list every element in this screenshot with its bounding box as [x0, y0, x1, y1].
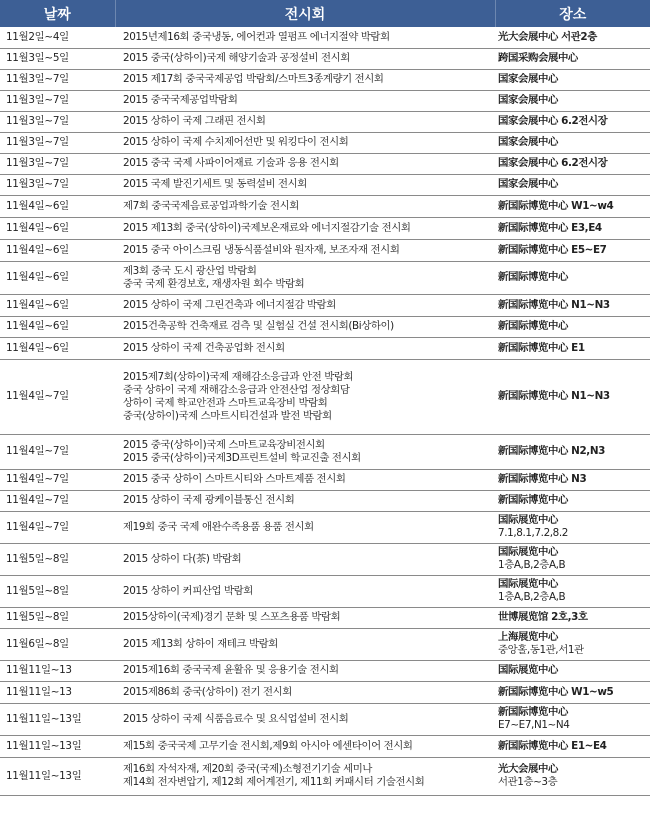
venue-cell: [495, 490, 650, 511]
table-row: [0, 153, 650, 174]
date-cell: 11월11일~13: [0, 660, 115, 681]
exhibition-cell: [115, 27, 495, 48]
exhibition-cell: [115, 90, 495, 111]
venue-name: 新国际博览中心 E5~E7: [498, 243, 607, 256]
venue-cell: [495, 575, 650, 607]
venue-cell: [495, 681, 650, 703]
venue-name: 新国际博览中心: [498, 271, 568, 283]
venue-hall: 1층A,B,2층A,B: [498, 559, 566, 571]
date-cell: 11월3일~7일: [0, 90, 115, 111]
venue-cell: [495, 703, 650, 735]
table-row: [0, 174, 650, 195]
venue-name: 新国际博览中心 N3: [498, 473, 587, 485]
exhibition-name: 상하이 국제 학교안전과 스마트교육장비 박람회: [123, 396, 328, 409]
table-row: [0, 261, 650, 294]
venue-hall: 1층A,B,2층A,B: [498, 591, 566, 603]
exhibition-name: 2015 제13회 상하이 재테크 박람회: [123, 637, 278, 650]
exhibition-name: 중국(상하이)국제 스마트시티건설과 발전 박람회: [123, 409, 332, 422]
venue-name: 新国际博览中心 E1: [498, 341, 585, 354]
exhibition-name: 2015년제16회 중국냉동, 에어컨과 열펌프 에너지절약 박람회: [123, 30, 390, 43]
date-cell: 11월4일~6일: [0, 294, 115, 316]
table-row: [0, 735, 650, 757]
table-row: [0, 316, 650, 337]
venue-name: 国际展览中心: [498, 546, 558, 558]
venue-cell: [495, 316, 650, 337]
date-cell: 11월11일~13일: [0, 757, 115, 795]
exhibition-name: 2015 국제 발진기세트 및 동력설비 전시회: [123, 178, 307, 190]
exhibition-cell: [115, 359, 495, 434]
venue-cell: [495, 217, 650, 239]
venue-cell: [495, 337, 650, 359]
date-cell: 11월4일~6일: [0, 195, 115, 217]
exhibition-name: 제15회 중국국제 고무기술 전시회,제9회 아시아 에센타이어 전시회: [123, 739, 413, 752]
date-cell: 11월5일~8일: [0, 607, 115, 628]
date-cell: 11월2일~4일: [0, 27, 115, 48]
venue-name: 国家会展中心 6.2전시장: [498, 115, 608, 127]
exhibition-cell: [115, 316, 495, 337]
exhibition-cell: [115, 195, 495, 217]
venue-name: 国际展览中心: [498, 664, 558, 676]
exhibition-name: 2015 상하이 국제 식품음료수 및 요식업설비 전시회: [123, 712, 349, 725]
venue-name: 新国际博览中心 E3,E4: [498, 221, 602, 234]
exhibition-cell: [115, 660, 495, 681]
exhibition-name: 제16회 자석자재, 제20회 중국(국제)소형전기기술 세미나: [123, 763, 373, 775]
date-cell: 11월11일~13: [0, 681, 115, 703]
date-column-header: 날짜: [0, 0, 115, 27]
table-row: [0, 703, 650, 735]
venue-cell: [495, 511, 650, 543]
date-cell: 11월4일~7일: [0, 434, 115, 469]
venue-name: 光大会展中心: [498, 763, 558, 775]
exhibition-name: 2015제16회 중국국제 윤활유 및 응용기술 전시회: [123, 664, 339, 676]
exhibition-cell: [115, 261, 495, 294]
date-cell: 11월4일~7일: [0, 511, 115, 543]
exhibition-name: 2015 중국국제공업박람회: [123, 94, 238, 106]
venue-name: 新国际博览中心: [498, 320, 568, 332]
exhibition-name: 2015 상하이 국제 건축공업화 전시회: [123, 341, 285, 354]
date-cell: 11월3일~7일: [0, 111, 115, 132]
venue-name: 国际展览中心: [498, 514, 558, 526]
venue-cell: [495, 469, 650, 490]
table-row: [0, 434, 650, 469]
date-cell: 11월3일~7일: [0, 132, 115, 153]
venue-cell: [495, 27, 650, 48]
venue-cell: [495, 434, 650, 469]
exhibition-cell: [115, 239, 495, 261]
exhibition-name: 2015 중국 아이스크림 냉동식품설비와 원자재, 보조자재 전시회: [123, 243, 400, 256]
exhibition-cell: [115, 469, 495, 490]
exhibition-cell: [115, 490, 495, 511]
exhibition-name: 2015 중국(상하이)국제 해양기술과 공정설비 전시회: [123, 52, 350, 64]
venue-cell: [495, 607, 650, 628]
exhibition-name: 2015 중국(상하이)국제 스마트교육장비전시회: [123, 438, 325, 451]
table-row: [0, 681, 650, 703]
table-row: [0, 48, 650, 69]
venue-name: 新国际博览中心 E1~E4: [498, 739, 607, 752]
exhibition-name: 2015 상하이 국제 그린건축과 에너지절감 박람회: [123, 298, 336, 311]
date-cell: 11월4일~7일: [0, 469, 115, 490]
venue-hall: 서관1층~3층: [498, 776, 558, 788]
table-row: [0, 90, 650, 111]
exhibition-cell: [115, 628, 495, 660]
venue-cell: [495, 111, 650, 132]
table-row: [0, 69, 650, 90]
venue-name: 国家会展中心: [498, 94, 558, 106]
exhibition-name: 중국 국제 환경보호, 재생자원 회수 박람회: [123, 277, 305, 290]
venue-cell: [495, 543, 650, 575]
venue-cell: [495, 735, 650, 757]
venue-name: 跨国采购会展中心: [498, 52, 578, 64]
table-row: [0, 469, 650, 490]
table-row: [0, 359, 650, 434]
table-row: [0, 111, 650, 132]
exhibition-cell: [115, 294, 495, 316]
venue-cell: [495, 153, 650, 174]
exhibition-cell: [115, 703, 495, 735]
exhibition-cell: [115, 337, 495, 359]
venue-hall: 중앙홀,동1관,서1관: [498, 644, 584, 656]
exhibition-cell: [115, 69, 495, 90]
date-cell: 11월6일~8일: [0, 628, 115, 660]
table-row: [0, 660, 650, 681]
exhibition-name: 제19회 중국 국제 애완수족용품 용품 전시회: [123, 520, 314, 533]
exhibition-name: 2015 제13회 중국(상하이)국제보온재료와 에너지절감기술 전시회: [123, 221, 411, 234]
table-body: [0, 27, 650, 795]
venue-name: 国家会展中心: [498, 178, 558, 190]
date-cell: 11월4일~7일: [0, 490, 115, 511]
exhibition-cell: [115, 735, 495, 757]
exhibition-name: 2015 상하이 다(茶) 박람회: [123, 552, 242, 565]
exhibition-name: 2015 상하이 국제 수치제어선반 및 워킹다이 전시회: [123, 136, 349, 148]
exhibition-name: 2015 중국 국제 사파이어재료 기술과 응용 전시회: [123, 157, 339, 169]
exhibition-cell: [115, 217, 495, 239]
exhibition-cell: [115, 48, 495, 69]
exhibition-cell: [115, 434, 495, 469]
table-row: [0, 27, 650, 48]
table-row: [0, 628, 650, 660]
venue-cell: [495, 294, 650, 316]
venue-cell: [495, 174, 650, 195]
exhibition-cell: [115, 757, 495, 795]
date-cell: 11월4일~6일: [0, 217, 115, 239]
exhibition-cell: [115, 132, 495, 153]
venue-name: 国际展览中心: [498, 578, 558, 590]
venue-name: 新国际博览中心 N1~N3: [498, 298, 610, 311]
exhibition-name: 2015제7회(상하이)국제 재해감소응급과 안전 박람회: [123, 370, 354, 383]
venue-cell: [495, 261, 650, 294]
exhibition-name: 제14회 전자변압기, 제12회 제어계전기, 제11회 커패시터 기술전시회: [123, 776, 425, 788]
date-cell: 11월4일~6일: [0, 239, 115, 261]
exhibition-name: 2015 상하이 국제 광케이블통신 전시회: [123, 494, 295, 506]
venue-cell: [495, 660, 650, 681]
venue-cell: [495, 239, 650, 261]
table-row: [0, 294, 650, 316]
venue-hall: E7~E7,N1~N4: [498, 719, 570, 731]
table-row: [0, 132, 650, 153]
venue-name: 上海展览中心: [498, 631, 558, 643]
exhibition-name: 2015제86회 중국(상하이) 전기 전시회: [123, 685, 292, 698]
exhibition-name: 2015상하이(국제)경기 문화 및 스포츠용품 박람회: [123, 611, 341, 623]
venue-name: 国家会展中心 6.2전시장: [498, 157, 608, 169]
exhibition-cell: [115, 111, 495, 132]
table-row: [0, 217, 650, 239]
table-row: [0, 490, 650, 511]
date-cell: 11월3일~7일: [0, 174, 115, 195]
venue-name: 新国际博览中心 W1~w5: [498, 685, 614, 698]
date-cell: 11월11일~13일: [0, 735, 115, 757]
venue-name: 光大会展中心 서관2층: [498, 30, 597, 43]
venue-name: 国家会展中心: [498, 136, 558, 148]
table-row: [0, 511, 650, 543]
date-cell: 11월5일~8일: [0, 543, 115, 575]
table-row: [0, 239, 650, 261]
exhibition-name: 2015 제17회 중국국제공업 박람회/스마트3종계량기 전시회: [123, 73, 384, 85]
date-cell: 11월4일~6일: [0, 261, 115, 294]
venue-hall: 7.1,8.1,7.2,8.2: [498, 527, 569, 539]
venue-cell: [495, 195, 650, 217]
table-row: [0, 195, 650, 217]
venue-cell: [495, 628, 650, 660]
table-row: [0, 543, 650, 575]
date-cell: 11월3일~7일: [0, 69, 115, 90]
exhibition-cell: [115, 607, 495, 628]
date-cell: 11월4일~6일: [0, 337, 115, 359]
exhibition-name: 2015 중국(상하이)국제3D프린트설비 학교진출 전시회: [123, 451, 361, 464]
venue-cell: [495, 48, 650, 69]
venue-column-header: 장소: [495, 0, 650, 27]
exhibition-cell: [115, 153, 495, 174]
date-cell: 11월3일~7일: [0, 153, 115, 174]
venue-name: 新国际博览中心: [498, 494, 568, 506]
venue-name: 新国际博览中心: [498, 706, 568, 718]
exhibition-cell: [115, 575, 495, 607]
venue-name: 新国际博览中心 N2,N3: [498, 445, 605, 457]
date-cell: 11월5일~8일: [0, 575, 115, 607]
exhibition-cell: [115, 543, 495, 575]
exhibition-name: 제7회 중국국제음료공업과학기술 전시회: [123, 199, 299, 212]
exhibition-name: 2015 상하이 국제 그래핀 전시회: [123, 115, 266, 127]
exhibition-cell: [115, 174, 495, 195]
venue-name: 新国际博览中心 N1~N3: [498, 390, 610, 402]
table-header: [0, 0, 650, 27]
venue-name: 新国际博览中心 W1~w4: [498, 199, 614, 212]
exhibition-name: 2015건축공학 건축재료 검측 및 실험실 건설 전시회(Bi상하이): [123, 320, 394, 332]
date-cell: 11월4일~7일: [0, 359, 115, 434]
venue-cell: [495, 757, 650, 795]
venue-cell: [495, 69, 650, 90]
exhibition-name: 중국 상하이 국제 재해감소응급과 안전산업 정상회담: [123, 383, 350, 396]
table-row: [0, 757, 650, 795]
table-row: [0, 607, 650, 628]
exhibition-name: 2015 상하이 커피산업 박람회: [123, 584, 253, 597]
date-cell: 11월11일~13일: [0, 703, 115, 735]
table-row: [0, 337, 650, 359]
exhibition-name: 2015 중국 상하이 스마트시티와 스마트제품 전시회: [123, 473, 346, 485]
venue-name: 世博展览馆 2호,3호: [498, 611, 588, 623]
venue-cell: [495, 359, 650, 434]
date-cell: 11월3일~5일: [0, 48, 115, 69]
table-row: [0, 575, 650, 607]
exhibition-name: 제3회 중국 도시 광산업 박람회: [123, 264, 257, 277]
exhibition-column-header: 전시회: [115, 0, 495, 27]
venue-cell: [495, 90, 650, 111]
date-cell: 11월4일~6일: [0, 316, 115, 337]
venue-cell: [495, 132, 650, 153]
exhibition-cell: [115, 511, 495, 543]
exhibition-cell: [115, 681, 495, 703]
venue-name: 国家会展中心: [498, 73, 558, 85]
